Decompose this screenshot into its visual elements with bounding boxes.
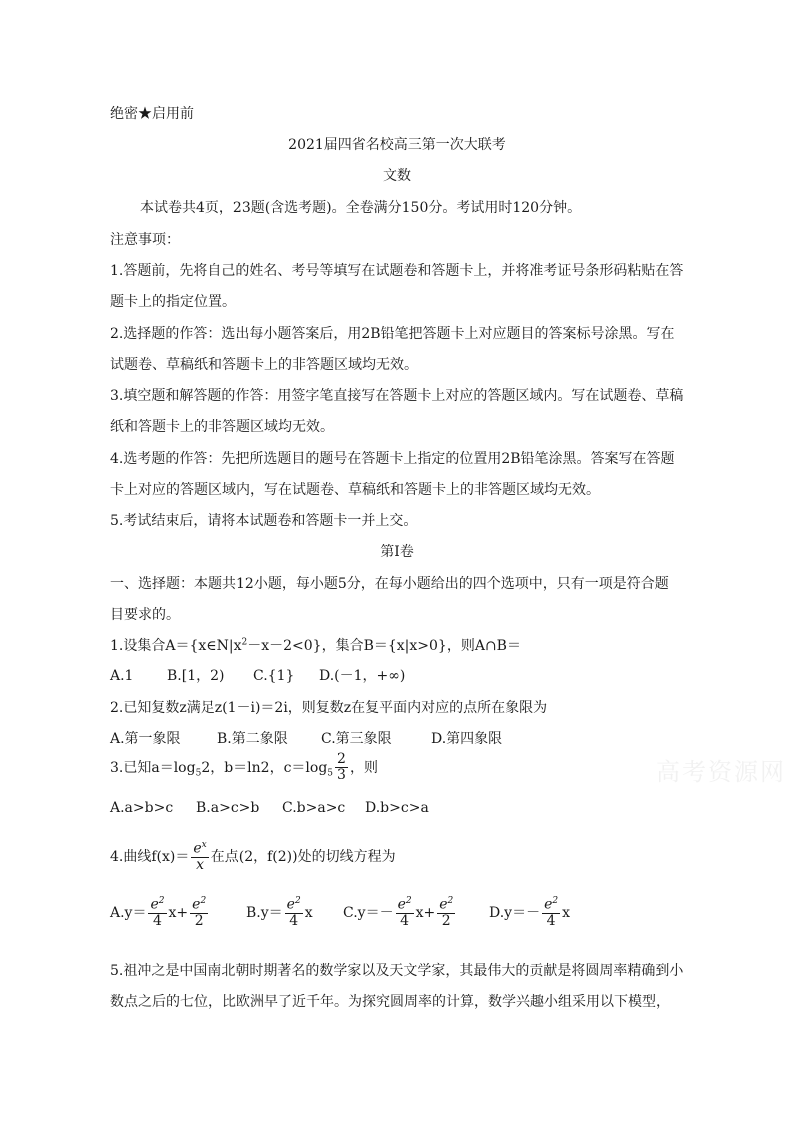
option-d: D.b>c>a: [365, 800, 429, 816]
notice-line: 1.答题前，先将自己的姓名、考号等填写在试题卷和答题卡上，并将准考证号条形码粘贴在答: [110, 263, 684, 279]
notice-line: 卡上对应的答题区域内，写在试题卷、草稿纸和答题卡上的非答题区域均无效。: [110, 482, 600, 498]
option-a: A.1: [110, 668, 134, 684]
question-1-stem: 1.设集合$A=\{x\in N|x^2-x-2<0\}$，集合B＝{x|x>0}，则A∩B＝: [110, 637, 521, 654]
option-c: C.第三象限: [321, 731, 392, 747]
notice-line: 4.选考题的作答：先把所选题目的题号在答题卡上指定的位置用2B铅笔涂黑。答案写在答题: [110, 451, 675, 467]
notice-line: 5.考试结束后，请将本试题卷和答题卡一并上交。: [110, 513, 418, 529]
notice-line: 2.选择题的作答：选出每小题答案后，用2B铅笔把答题卡上对应题目的答案标号涂黑。写在: [110, 326, 675, 342]
fraction: $\frac{e^2}{4}$: [544, 896, 559, 930]
question-4-options: [110, 897, 570, 929]
section-instruction: 目要求的。: [110, 607, 180, 623]
fraction: $\frac{2}{3}$: [337, 751, 346, 784]
section-title: 第I卷: [380, 544, 414, 560]
option-b: B.y＝ $\frac{e^2}{4}$ x: [246, 896, 313, 930]
secret-label: 绝密★启用前: [110, 106, 194, 122]
question-2-options: [110, 728, 502, 748]
option-a: A.y＝ $\frac{e^2}{4}$ x+ $\frac{e^2}{2}$: [110, 896, 207, 930]
notice-line: 题卡上的指定位置。: [110, 294, 236, 310]
question-1-options: [110, 665, 405, 685]
exam-title: 2021届四省名校高三第一次大联考: [288, 137, 506, 153]
option-b: B.[1，2): [167, 668, 225, 684]
option-d: D.(－1，+∞): [319, 668, 406, 684]
question-2-stem: 2.已知复数z满足z(1－i)＝2i，则复数z在复平面内对应的点所在象限为: [110, 700, 548, 716]
fraction: $\frac{e^2}{4}$: [397, 896, 412, 930]
watermark: 高考资源网: [656, 758, 786, 786]
notice-line: 纸和答题卡上的非答题区域均无效。: [110, 419, 334, 435]
exam-intro: 本试卷共4页，23题(含选考题)。全卷满分150分。考试用时120分钟。: [140, 200, 582, 216]
subject-title: 文数: [383, 168, 411, 184]
notice-line: 试题卷、草稿纸和答题卡上的非答题区域均无效。: [110, 357, 418, 373]
option-a: A.a>b>c: [110, 800, 174, 816]
fraction: $\frac{e^2}{4}$: [286, 896, 301, 930]
option-d: D.第四象限: [431, 731, 503, 747]
notice-heading: 注意事项：: [110, 232, 180, 248]
option-c: C.y＝－ $\frac{e^2}{4}$ x+ $\frac{e^2}{2}$: [343, 896, 454, 930]
section-instruction: 一、选择题：本题共12小题，每小题5分，在每小题给出的四个选项中，只有一项是符合题: [110, 576, 669, 592]
option-a: A.第一象限: [110, 731, 181, 747]
question-5-stem: 数点之后的七位，比欧洲早了近千年。为探究圆周率的计算，数学兴趣小组采用以下模型，: [110, 994, 670, 1010]
question-5-stem: 5.祖冲之是中国南北朝时期著名的数学家以及天文学家，其最伟大的贡献是将圆周率精确到小: [110, 963, 684, 979]
question-4-stem: 4.曲线f(x)＝ $\frac{e^x}{x}$ 在点(2，f(2))处的切线方程为: [110, 840, 396, 874]
option-c: C.b>a>c: [282, 800, 346, 816]
option-d: D.y＝－ $\frac{e^2}{4}$ x: [489, 896, 571, 930]
question-3-stem: 3.已知$a=\log_52$，b＝ln2，$c=\log_5$ $\frac{2}{3}$ ，则: [110, 751, 378, 784]
option-b: B.a>c>b: [196, 800, 260, 816]
question-3-options: [110, 800, 429, 816]
fraction: $\frac{e^2}{2}$: [192, 896, 207, 930]
option-b: B.第二象限: [217, 731, 288, 747]
fraction: $\frac{e^x}{x}$: [193, 840, 207, 874]
notice-line: 3.填空题和解答题的作答：用签字笔直接写在答题卡上对应的答题区域内。写在试题卷、草稿: [110, 388, 684, 404]
fraction: $\frac{e^2}{4}$: [150, 896, 165, 930]
fraction: $\frac{e^2}{2}$: [439, 896, 454, 930]
option-c: C.{1}: [253, 668, 295, 684]
